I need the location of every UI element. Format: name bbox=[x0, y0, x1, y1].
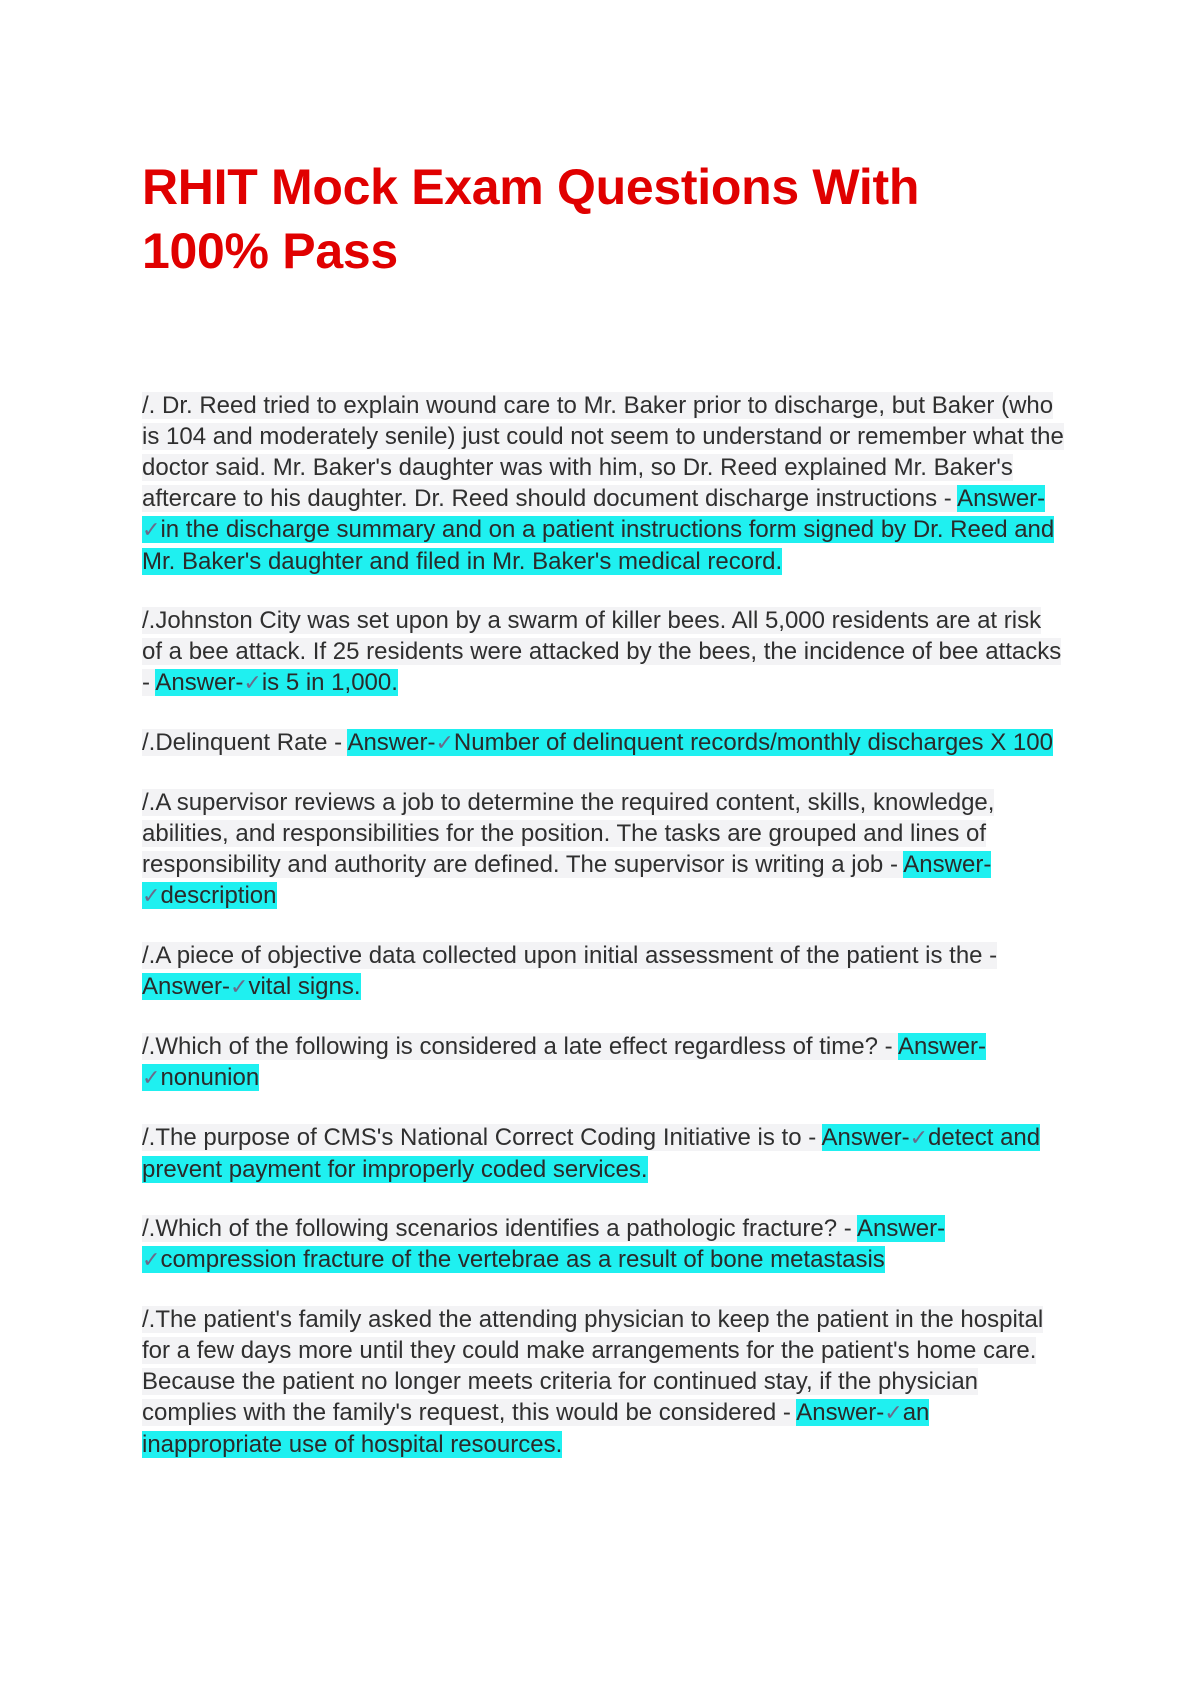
qa-item bbox=[142, 1122, 1064, 1185]
check-icon: ✓ bbox=[142, 884, 161, 909]
check-icon: ✓ bbox=[909, 1126, 929, 1151]
qa-list bbox=[142, 390, 1064, 1488]
answer-text: description bbox=[160, 882, 277, 909]
answer-label: Answer- bbox=[903, 851, 992, 878]
check-icon: ✓ bbox=[142, 1248, 161, 1273]
answer-label: Answer- bbox=[347, 729, 436, 756]
answer-text: detect and prevent payment for improperly coded services. bbox=[142, 1124, 1041, 1183]
question-text: /. Dr. Reed tried to explain wound care to Mr. Baker prior to discharge, but Baker (who is 104 and moderately senile) just could not seem to understand or remember what the doctor said. Mr. Baker's daughter was with him, so Dr. Reed explained Mr. Baker's aftercare to his daughter. Dr. Reed should document discharge instructions - bbox=[142, 392, 1064, 512]
question-text: /.Which of the following scenarios identifies a pathologic fracture? - bbox=[142, 1215, 858, 1242]
answer-highlight bbox=[347, 729, 1052, 756]
check-icon: ✓ bbox=[142, 518, 161, 543]
question-text: /.The purpose of CMS's National Correct Coding Initiative is to - bbox=[142, 1124, 822, 1151]
qa-item bbox=[142, 390, 1064, 577]
qa-item bbox=[142, 1213, 1064, 1276]
check-icon: ✓ bbox=[230, 975, 249, 1000]
document-title: RHIT Mock Exam Questions With 100% Pass bbox=[142, 159, 920, 279]
qa-item bbox=[142, 605, 1064, 699]
answer-label: Answer- bbox=[821, 1124, 910, 1151]
qa-item bbox=[142, 727, 1064, 759]
qa-item bbox=[142, 940, 1064, 1003]
answer-text: vital signs. bbox=[248, 973, 361, 1000]
question-text: /.Which of the following is considered a late effect regardless of time? - bbox=[142, 1033, 898, 1060]
answer-text: compression fracture of the vertebrae as a result of bone metastasis bbox=[160, 1246, 885, 1273]
check-icon: ✓ bbox=[142, 1066, 161, 1091]
answer-highlight bbox=[155, 669, 398, 696]
answer-text: an inappropriate use of hospital resources. bbox=[142, 1399, 930, 1458]
question-text: /.The patient's family asked the attending physician to keep the patient in the hospital for a few days more until they could make arrangements for the patient's home care. Because the patient no longer meets criteria for continued stay, if the physician complies with the family's request, this would be considered - bbox=[142, 1306, 1044, 1426]
qa-item bbox=[142, 787, 1064, 912]
check-icon: ✓ bbox=[435, 731, 454, 756]
answer-label: Answer- bbox=[957, 485, 1046, 512]
answer-text: nonunion bbox=[160, 1064, 260, 1091]
qa-item bbox=[142, 1304, 1064, 1460]
qa-item bbox=[142, 1031, 1064, 1094]
answer-label: Answer- bbox=[857, 1215, 946, 1242]
question-text: /.Delinquent Rate - bbox=[142, 729, 348, 756]
check-icon: ✓ bbox=[884, 1401, 903, 1426]
answer-label: Answer- bbox=[142, 973, 231, 1000]
answer-label: Answer- bbox=[897, 1033, 986, 1060]
check-icon: ✓ bbox=[243, 671, 262, 696]
answer-highlight bbox=[142, 973, 361, 1000]
answer-text: Number of delinquent records/monthly discharges X 100 bbox=[453, 729, 1053, 756]
answer-label: Answer- bbox=[155, 669, 244, 696]
question-text: /.A piece of objective data collected upon initial assessment of the patient is the - bbox=[142, 942, 998, 969]
answer-label: Answer- bbox=[796, 1399, 885, 1426]
answer-text: in the discharge summary and on a patient instructions form signed by Dr. Reed and Mr. Baker's daughter and filed in Mr. Baker's medical record. bbox=[142, 516, 1055, 575]
question-text: /.Johnston City was set upon by a swarm of killer bees. All 5,000 residents are at risk of a bee attack. If 25 residents were attacked by the bees, the incidence of bee attacks - bbox=[142, 607, 1062, 696]
answer-text: is 5 in 1,000. bbox=[261, 669, 398, 696]
question-text: /.A supervisor reviews a job to determine the required content, skills, knowledge, abilities, and responsibilities for the position. The tasks are grouped and lines of responsibility and authority are defined. The supervisor is writing a job - bbox=[142, 789, 995, 878]
